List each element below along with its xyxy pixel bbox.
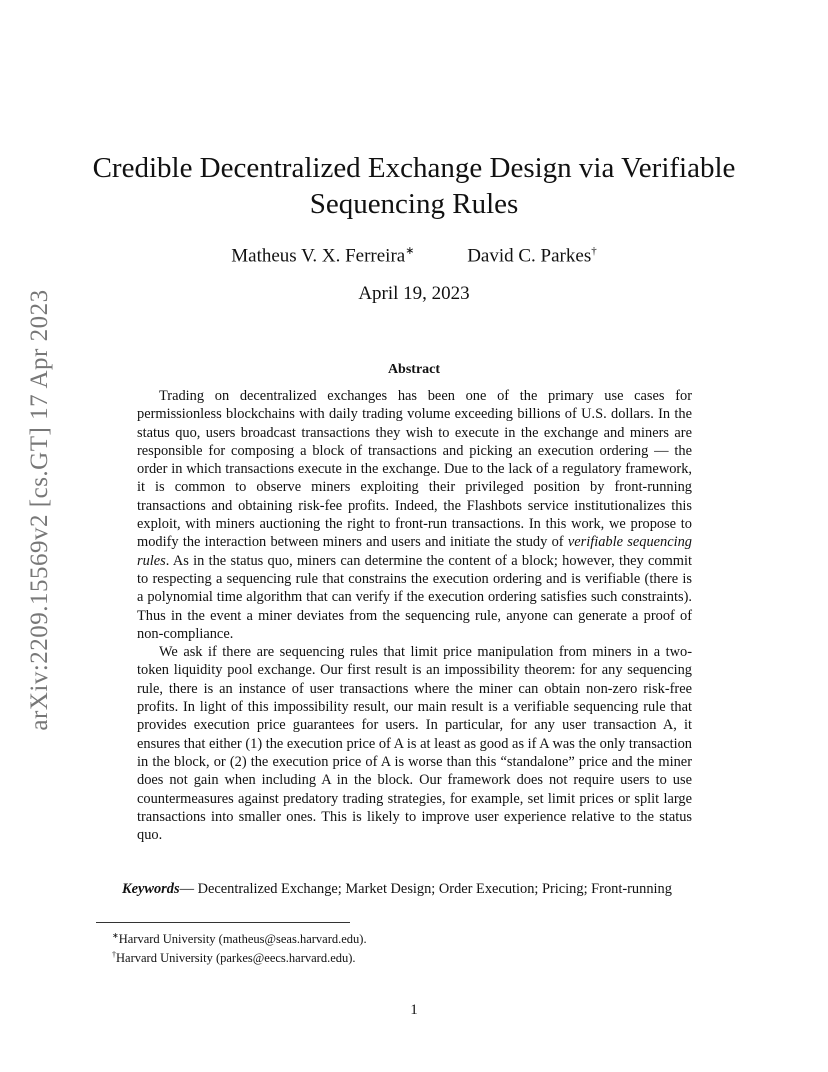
author-footnote-mark: † [591, 245, 597, 257]
footnote-1: ∗Harvard University (matheus@seas.harvard.edu). [112, 931, 367, 947]
keywords-line [122, 880, 762, 898]
paper-title: Credible Decentralized Exchange Design via Verifiable Sequencing Rules [92, 152, 736, 220]
paper-date: April 19, 2023 [358, 283, 470, 304]
keywords-text: — Decentralized Exchange; Market Design; Order Execution; Pricing; Front-running [179, 881, 672, 897]
abstract-heading: Abstract [387, 362, 441, 377]
author-footnote-mark: ∗ [405, 245, 415, 257]
footnotes [112, 928, 367, 966]
footnote-divider [96, 922, 350, 923]
emphasis-term: verifiable sequencing rules [137, 534, 692, 569]
arxiv-identifier: arXiv:2209.15569v2 [cs.GT] 17 Apr 2023 [26, 289, 53, 731]
abstract-body [137, 387, 692, 844]
keywords-label: Keywords [122, 881, 180, 897]
abstract-paragraph-2: We ask if there are sequencing rules that limit price manipulation from miners in a two-token liquidity pool exchange. Our first result is an impossibility theorem: for any sequencing rule, there is an instance of user transactions where the miner can obtain non-zero risk-free profits. In light of this impossibility result, our main result is a verifiable sequencing rule that provides execution price guarantees for users. In particular, for any user transaction A, it ensures that either (1) the execution price of A is at least as good as if A was the only transaction in the block, or (2) the execution price of A is worse than this “standalone” price and the miner does not gain when including A in the block. Our framework does not require users to use countermeasures against predatory trading strategies, for example, set limit prices or split large transactions into smaller ones. This is likely to improve user experience relative to the status quo. [137, 644, 692, 844]
page-number: 1 [410, 1002, 418, 1018]
author-list [90, 244, 738, 267]
abstract-paragraph-1: Trading on decentralized exchanges has been one of the primary use cases for permissionless blockchains with daily trading volume exceeding billions of U.S. dollars. In the status quo, users broadcast transactions they wish to execute in the exchange and miners are responsible for composing a block of transactions and picking an execution ordering — the order in which transactions execute in the exchange. Due to the lack of a regulatory framework, it is common to observe miners exploiting their privileged position by front-running transactions and obtaining risk-fee profits. Indeed, the Flashbots service institutionalizes this exploit, with miners auctioning the right to front-run transactions. In this work, we propose to modify the interaction between miners and users and initiate the study of verifiable sequencing rules. As in the status quo, miners can determine the content of a block; however, they commit to respecting a sequencing rule that constrains the execution ordering and is verifiable (there is a polynomial time algorithm that can verify if the execution ordering satisfies such constraints). Thus in the event a miner deviates from the sequencing rule, anyone can generate a proof of non-compliance. [137, 388, 692, 642]
author-1 [231, 244, 414, 267]
author-2 [467, 245, 597, 267]
author-name: David C. Parkes [467, 245, 592, 267]
author-name: Matheus V. X. Ferreira [231, 245, 406, 267]
footnote-2: †Harvard University (parkes@eecs.harvard.edu). [112, 950, 356, 966]
